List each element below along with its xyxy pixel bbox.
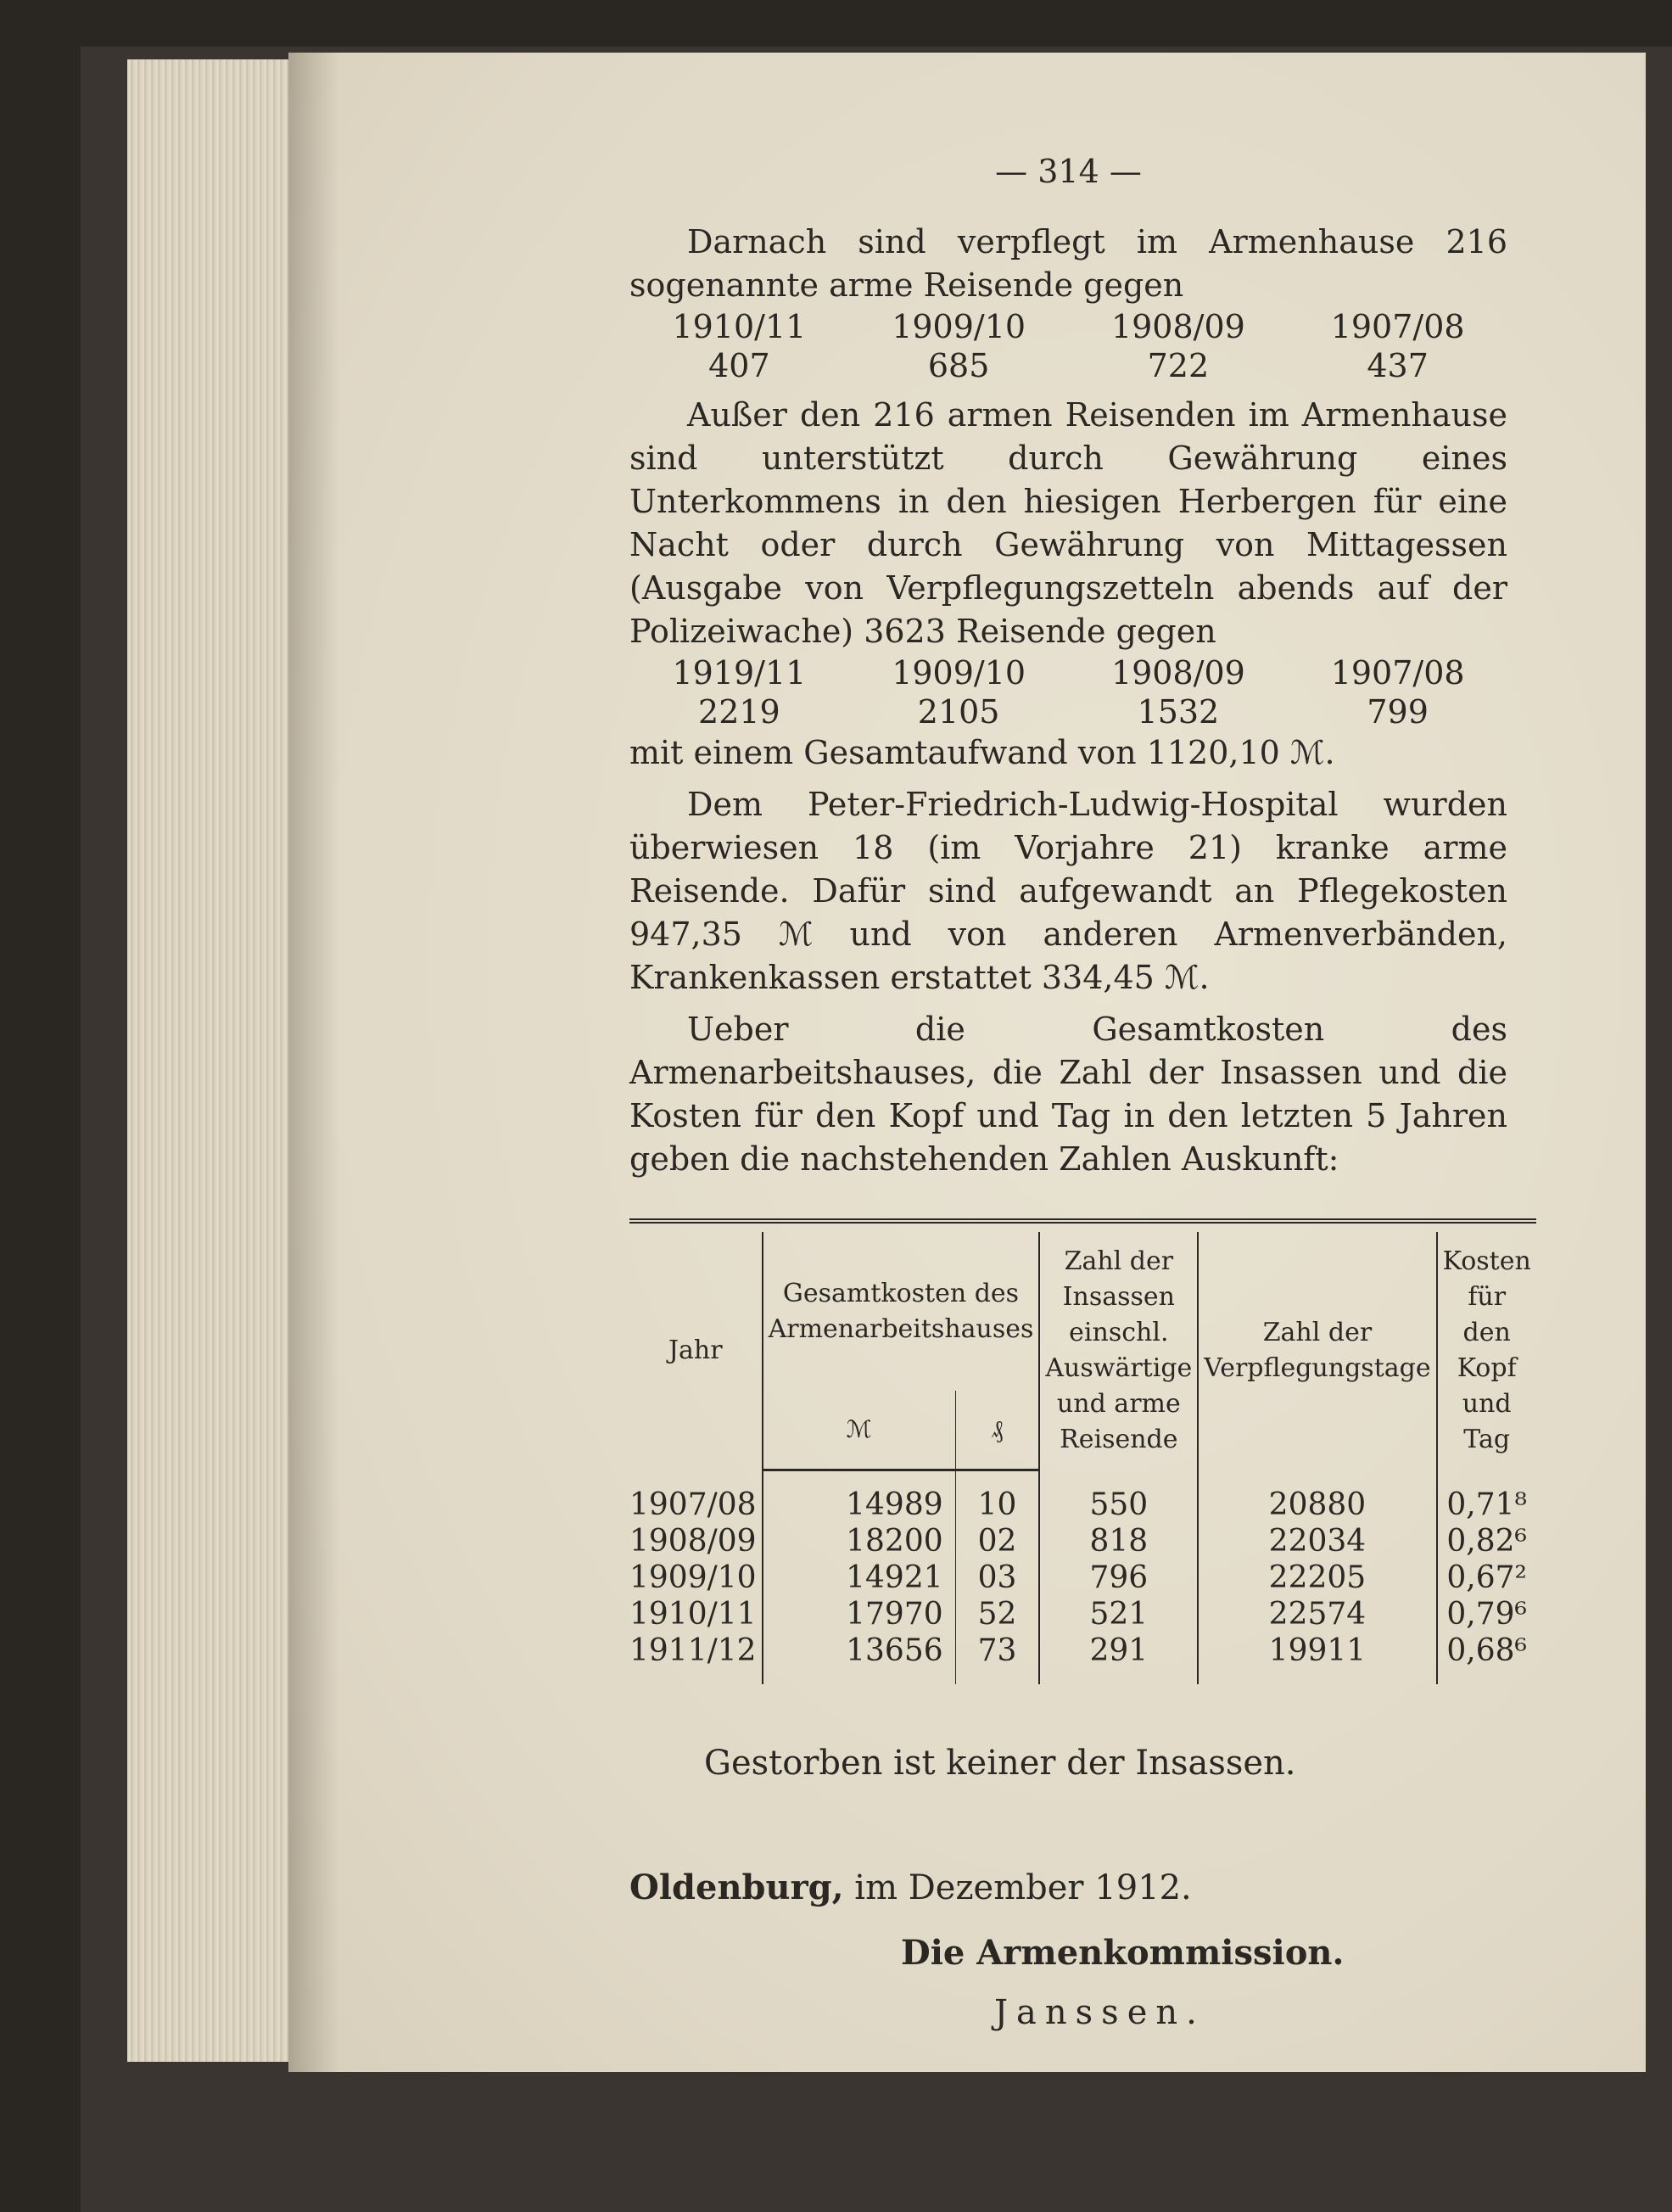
paragraph-hospital: Dem Peter-Friedrich-Ludwig-Hospital wurden überwiesen 18 (im Vorjahre 21) kranke arme Reisende. Dafür sind aufgewandt an Pflegekosten 947,35 ℳ und von anderen Armenverbänden, Krankenkassen erstattet 334,45 ℳ. bbox=[629, 786, 1507, 996]
page-edges bbox=[127, 59, 301, 2062]
cell-mark: 18200 bbox=[763, 1523, 956, 1560]
year-cell: 1909/10 bbox=[892, 308, 1026, 345]
paragraph-arbeitshaus: Ueber die Gesamtkosten des Armenarbeitshauses, die Zahl der Insassen und die Kosten für den Kopf und Tag in den letzten 5 Jahren geben die nachstehenden Zahlen Auskunft: bbox=[629, 1011, 1507, 1178]
year-cell: 1908/09 bbox=[1110, 308, 1245, 345]
header-inmates: Zahl der Insassen einschl. Auswärtige und arme Reisende bbox=[1039, 1232, 1198, 1470]
cell-pfennig: 52 bbox=[955, 1596, 1039, 1632]
cell-cost: 0,82⁶ bbox=[1437, 1523, 1536, 1560]
count-cell: 1532 bbox=[1137, 693, 1220, 731]
year-cell: 1908/09 bbox=[1110, 654, 1245, 692]
cell-mark: 14921 bbox=[763, 1560, 956, 1596]
year-cell: 1907/08 bbox=[1330, 654, 1465, 692]
place-name: Oldenburg, bbox=[629, 1867, 844, 1907]
header-care-days: Zahl der Verpflegungstage bbox=[1198, 1232, 1436, 1470]
page-number: — 314 — bbox=[995, 153, 1142, 190]
table-row bbox=[629, 1596, 1536, 1632]
count-cell: 722 bbox=[1147, 347, 1210, 384]
date-text: im Dezember 1912. bbox=[843, 1868, 1192, 1907]
cell-pfennig: 02 bbox=[955, 1523, 1039, 1560]
count-cell: 799 bbox=[1367, 693, 1429, 731]
year-cell: 1909/10 bbox=[892, 654, 1026, 692]
year-row-1 bbox=[629, 307, 1507, 346]
count-cell: 437 bbox=[1367, 347, 1429, 384]
cell-cost: 0,71⁸ bbox=[1437, 1487, 1536, 1523]
count-row-1 bbox=[629, 346, 1507, 385]
header-total-cost: Gesamtkosten des Armenarbeitshauses bbox=[763, 1232, 1040, 1391]
header-cost-per-head: Kosten für den Kopf und Tag bbox=[1437, 1232, 1536, 1470]
table-row bbox=[629, 1560, 1536, 1596]
year-cell: 1907/08 bbox=[1330, 308, 1465, 345]
year-cell: 1919/11 bbox=[672, 654, 807, 692]
header-year: Jahr bbox=[668, 1336, 723, 1365]
year-cell: 1910/11 bbox=[672, 308, 807, 345]
count-cell: 407 bbox=[708, 347, 770, 384]
cell-mark: 14989 bbox=[763, 1487, 956, 1523]
closing-note: Gestorben ist keiner der Insassen. bbox=[704, 1743, 1296, 1783]
commission-name: Die Armenkommission. bbox=[901, 1932, 1345, 1973]
count-cell: 2105 bbox=[917, 693, 1000, 731]
cell-year: 1909/10 bbox=[629, 1560, 757, 1595]
cell-year: 1907/08 bbox=[629, 1487, 757, 1522]
cell-year: 1911/12 bbox=[629, 1632, 757, 1668]
place-date-line bbox=[629, 1868, 1507, 1907]
cell-cost: 0,67² bbox=[1437, 1560, 1536, 1596]
cell-year: 1910/11 bbox=[629, 1596, 757, 1632]
table-row bbox=[629, 1523, 1536, 1560]
table-row bbox=[629, 1632, 1536, 1669]
header-unit-pfennig: ₰ bbox=[955, 1391, 1039, 1470]
cell-pfennig: 73 bbox=[955, 1632, 1039, 1669]
cell-pfennig: 10 bbox=[955, 1487, 1039, 1523]
signature: Janssen. bbox=[994, 1992, 1205, 2032]
cell-inmates: 818 bbox=[1039, 1523, 1198, 1560]
cell-inmates: 291 bbox=[1039, 1632, 1198, 1669]
cell-days: 20880 bbox=[1198, 1487, 1436, 1523]
cell-year: 1908/09 bbox=[629, 1523, 757, 1559]
cell-inmates: 550 bbox=[1039, 1487, 1198, 1523]
paragraph-armenhaus: Darnach sind verpflegt im Armenhause 216 sogenannte arme Reisende gegen bbox=[629, 223, 1507, 304]
cell-cost: 0,68⁶ bbox=[1437, 1632, 1536, 1669]
cell-days: 19911 bbox=[1198, 1632, 1436, 1669]
count-cell: 685 bbox=[927, 347, 990, 384]
paragraph-herbergen: Außer den 216 armen Reisenden im Armenhause sind unterstützt durch Gewährung eines Unterkommens in den hiesigen Herbergen für eine Nacht oder durch Gewährung von Mittagessen (Ausgabe von Verpflegungszetteln abends auf der Polizeiwache) 3623 Reisende gegen bbox=[629, 396, 1507, 650]
cell-inmates: 521 bbox=[1039, 1596, 1198, 1632]
year-row-2 bbox=[629, 653, 1507, 692]
cell-mark: 13656 bbox=[763, 1632, 956, 1669]
table-row bbox=[629, 1487, 1536, 1523]
gutter-shadow bbox=[288, 53, 339, 2072]
cell-pfennig: 03 bbox=[955, 1560, 1039, 1596]
cell-inmates: 796 bbox=[1039, 1560, 1198, 1596]
count-cell: 2219 bbox=[698, 693, 780, 731]
cell-cost: 0,79⁶ bbox=[1437, 1596, 1536, 1632]
cell-days: 22205 bbox=[1198, 1560, 1436, 1596]
cell-mark: 17970 bbox=[763, 1596, 956, 1632]
header-unit-mark: ℳ bbox=[763, 1391, 956, 1470]
paragraph-gesamtaufwand: mit einem Gesamtaufwand von 1120,10 ℳ. bbox=[629, 734, 1335, 771]
count-row-2 bbox=[629, 692, 1507, 731]
cell-days: 22034 bbox=[1198, 1523, 1436, 1560]
page-content bbox=[629, 153, 1531, 2032]
cell-days: 22574 bbox=[1198, 1596, 1436, 1632]
cost-table bbox=[629, 1218, 1536, 1684]
